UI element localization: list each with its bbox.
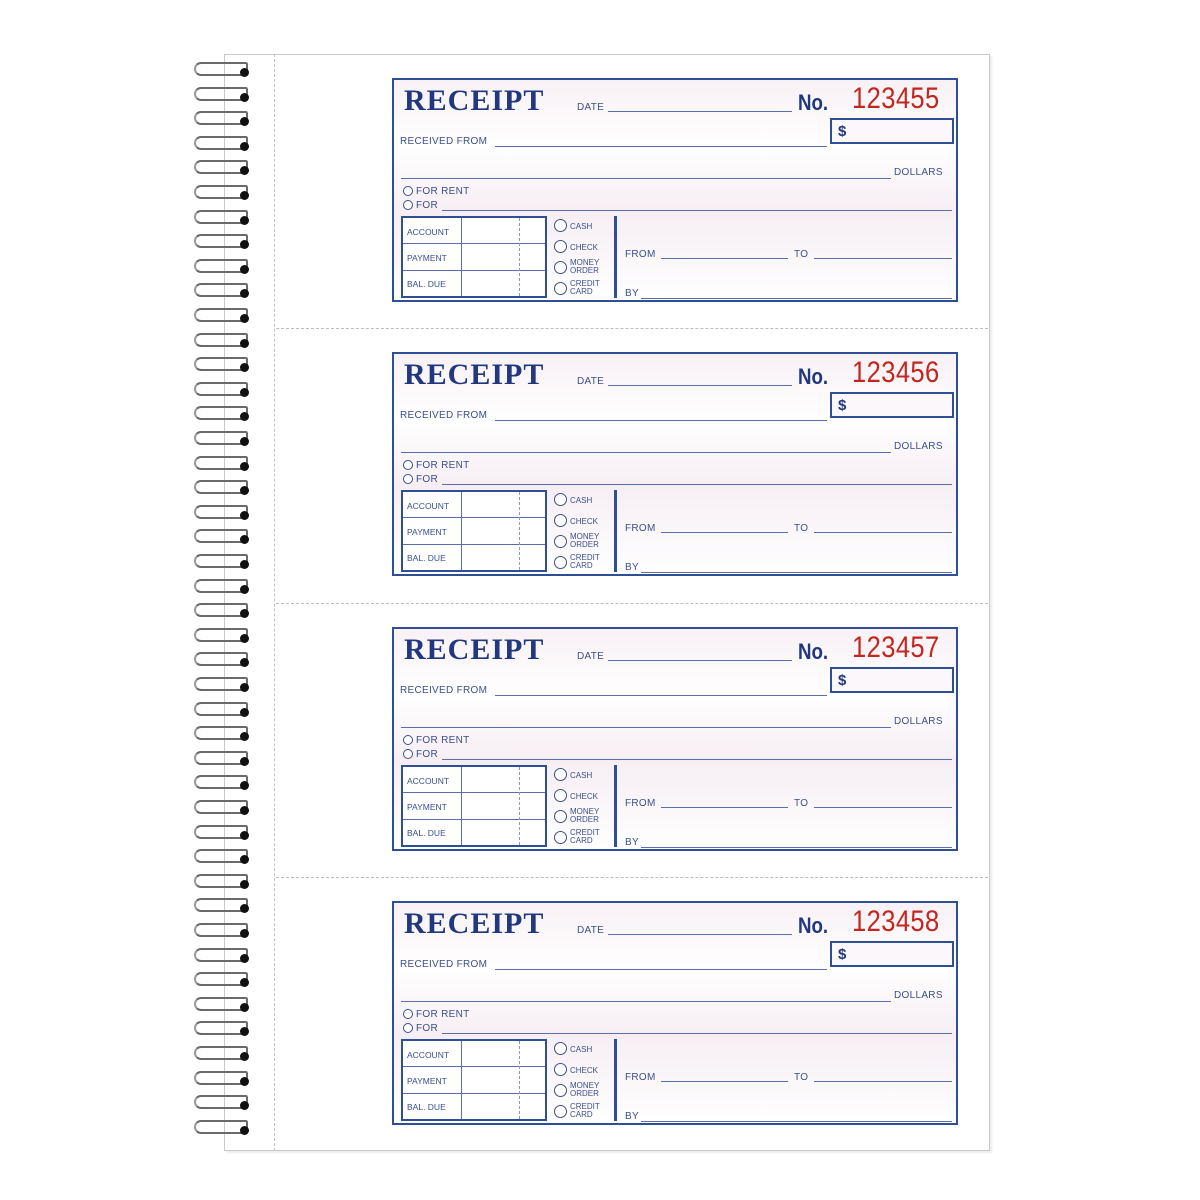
for-rent-label: FOR RENT <box>416 460 470 471</box>
for-rent-radio[interactable] <box>403 186 413 196</box>
account-table <box>401 765 547 847</box>
money-order-radio[interactable] <box>554 1084 567 1097</box>
dollars-label: DOLLARS <box>894 716 943 727</box>
number-label: No. <box>798 90 829 115</box>
account-label: ACCOUNT <box>407 501 450 511</box>
perforation-line <box>276 603 988 604</box>
from-label: FROM <box>625 523 656 534</box>
binding-hole <box>240 560 249 569</box>
received-from-field[interactable] <box>495 969 827 970</box>
binding-hole <box>240 1077 249 1086</box>
stub-divider <box>274 54 275 1151</box>
binding-hole <box>240 166 249 175</box>
binding-hole <box>240 511 249 520</box>
credit-card-label: CREDIT <box>570 279 600 288</box>
for-label: FOR <box>416 749 439 760</box>
to-field[interactable] <box>814 532 952 533</box>
money-order-label: MONEY <box>570 532 600 541</box>
date-label: DATE <box>577 376 605 387</box>
dollars-label: DOLLARS <box>894 441 943 452</box>
by-label: BY <box>625 837 639 848</box>
received-from-label: RECEIVED FROM <box>400 410 488 421</box>
check-label: CHECK <box>570 1066 599 1075</box>
section-divider <box>614 765 617 847</box>
dollar-sign: $ <box>838 397 847 414</box>
by-label: BY <box>625 288 639 299</box>
binding-hole <box>240 683 249 692</box>
for-rent-label: FOR RENT <box>416 186 470 197</box>
received-from-field[interactable] <box>495 695 827 696</box>
for-label: FOR <box>416 1023 439 1034</box>
by-label: BY <box>625 1111 639 1122</box>
binding-hole <box>240 142 249 151</box>
section-divider <box>614 1039 617 1121</box>
cash-label: CASH <box>570 222 593 231</box>
check-radio[interactable] <box>554 514 567 527</box>
binding-hole <box>240 708 249 717</box>
for-label: FOR <box>416 474 439 485</box>
binding-hole <box>240 363 249 372</box>
from-field[interactable] <box>661 1081 788 1082</box>
amount-box[interactable] <box>830 118 954 144</box>
cash-radio[interactable] <box>554 1042 567 1055</box>
binding-hole <box>240 806 249 815</box>
credit-card-radio[interactable] <box>554 831 567 844</box>
from-field[interactable] <box>661 532 788 533</box>
money-order-label-2: ORDER <box>570 815 599 824</box>
to-field[interactable] <box>814 1081 952 1082</box>
by-field[interactable] <box>641 298 952 299</box>
cash-label: CASH <box>570 1045 593 1054</box>
for-rent-radio[interactable] <box>403 735 413 745</box>
dollars-label: DOLLARS <box>894 167 943 178</box>
binding-hole <box>240 855 249 864</box>
credit-card-radio[interactable] <box>554 282 567 295</box>
receipt-title: RECEIPT <box>404 84 545 117</box>
money-order-radio[interactable] <box>554 810 567 823</box>
spiral-binding-icon <box>190 62 260 1142</box>
perforation-line <box>276 328 988 329</box>
by-label: BY <box>625 562 639 573</box>
for-rent-label: FOR RENT <box>416 735 470 746</box>
to-field[interactable] <box>814 807 952 808</box>
binding-hole <box>240 535 249 544</box>
amount-box[interactable] <box>830 392 954 418</box>
dollar-sign: $ <box>838 672 847 689</box>
number-label: No. <box>798 364 829 389</box>
receipt-form <box>392 352 958 576</box>
check-label: CHECK <box>570 243 599 252</box>
date-field[interactable] <box>608 660 792 661</box>
for-label: FOR <box>416 200 439 211</box>
cash-radio[interactable] <box>554 493 567 506</box>
check-label: CHECK <box>570 792 599 801</box>
binding-hole <box>240 658 249 667</box>
money-order-label: MONEY <box>570 807 600 816</box>
received-from-label: RECEIVED FROM <box>400 959 488 970</box>
date-field[interactable] <box>608 934 792 935</box>
account-table <box>401 490 547 572</box>
binding-hole <box>240 757 249 766</box>
binding-hole <box>240 954 249 963</box>
for-rent-radio[interactable] <box>403 1009 413 1019</box>
to-label: TO <box>794 523 809 534</box>
binding-hole <box>240 412 249 421</box>
bal-due-label: BAL. DUE <box>407 279 446 289</box>
bal-due-label: BAL. DUE <box>407 828 446 838</box>
amount-box[interactable] <box>830 667 954 693</box>
perforation-line <box>276 877 988 878</box>
account-table <box>401 216 547 298</box>
for-radio[interactable] <box>403 200 413 210</box>
money-order-label-2: ORDER <box>570 540 599 549</box>
cash-radio[interactable] <box>554 219 567 232</box>
binding-hole <box>240 68 249 77</box>
credit-card-label: CREDIT <box>570 1102 600 1111</box>
cash-label: CASH <box>570 771 593 780</box>
binding-hole <box>240 314 249 323</box>
binding-hole <box>240 1126 249 1135</box>
binding-hole <box>240 240 249 249</box>
by-field[interactable] <box>641 572 952 573</box>
dollars-field[interactable] <box>401 727 891 728</box>
money-order-label-2: ORDER <box>570 1089 599 1098</box>
to-label: TO <box>794 798 809 809</box>
credit-card-label-2: CARD <box>570 561 593 570</box>
check-radio[interactable] <box>554 240 567 253</box>
credit-card-label: CREDIT <box>570 828 600 837</box>
binding-hole <box>240 388 249 397</box>
cash-radio[interactable] <box>554 768 567 781</box>
date-field[interactable] <box>608 111 792 112</box>
payment-label: PAYMENT <box>407 527 447 537</box>
dollars-field[interactable] <box>401 178 891 179</box>
amount-box[interactable] <box>830 941 954 967</box>
receipt-number: 123457 <box>852 631 940 664</box>
account-label: ACCOUNT <box>407 1050 450 1060</box>
for-rent-radio[interactable] <box>403 460 413 470</box>
receipt-number: 123456 <box>852 356 940 389</box>
dollars-field[interactable] <box>401 1001 891 1002</box>
binding-hole <box>240 880 249 889</box>
for-field[interactable] <box>442 759 952 760</box>
credit-card-label-2: CARD <box>570 1110 593 1119</box>
money-order-radio[interactable] <box>554 261 567 274</box>
binding-hole <box>240 904 249 913</box>
received-from-label: RECEIVED FROM <box>400 136 488 147</box>
binding-hole <box>240 462 249 471</box>
received-from-field[interactable] <box>495 420 827 421</box>
money-order-label-2: ORDER <box>570 266 599 275</box>
account-label: ACCOUNT <box>407 227 450 237</box>
date-label: DATE <box>577 651 605 662</box>
dollars-label: DOLLARS <box>894 990 943 1001</box>
by-field[interactable] <box>641 1121 952 1122</box>
credit-card-radio[interactable] <box>554 556 567 569</box>
dollar-sign: $ <box>838 946 847 963</box>
money-order-label: MONEY <box>570 258 600 267</box>
by-field[interactable] <box>641 847 952 848</box>
date-label: DATE <box>577 102 605 113</box>
date-field[interactable] <box>608 385 792 386</box>
account-label: ACCOUNT <box>407 776 450 786</box>
credit-card-label: CREDIT <box>570 553 600 562</box>
binding-hole <box>240 93 249 102</box>
check-radio[interactable] <box>554 1063 567 1076</box>
section-divider <box>614 490 617 572</box>
payment-label: PAYMENT <box>407 802 447 812</box>
receipt-title: RECEIPT <box>404 907 545 940</box>
check-label: CHECK <box>570 517 599 526</box>
receipt-form <box>392 627 958 851</box>
binding-hole <box>240 781 249 790</box>
from-field[interactable] <box>661 807 788 808</box>
binding-hole <box>240 978 249 987</box>
binding-hole <box>240 831 249 840</box>
to-label: TO <box>794 249 809 260</box>
binding-hole <box>240 732 249 741</box>
money-order-label: MONEY <box>570 1081 600 1090</box>
from-label: FROM <box>625 798 656 809</box>
binding-hole <box>240 289 249 298</box>
for-radio[interactable] <box>403 474 413 484</box>
receipt-title: RECEIPT <box>404 358 545 391</box>
binding-hole <box>240 339 249 348</box>
binding-hole <box>240 216 249 225</box>
binding-hole <box>240 634 249 643</box>
binding-hole <box>240 191 249 200</box>
receipt-title: RECEIPT <box>404 633 545 666</box>
bal-due-label: BAL. DUE <box>407 1102 446 1112</box>
received-from-label: RECEIVED FROM <box>400 685 488 696</box>
payment-label: PAYMENT <box>407 253 447 263</box>
from-label: FROM <box>625 1072 656 1083</box>
receipt-form <box>392 78 958 302</box>
receipt-number: 123458 <box>852 905 940 938</box>
binding-hole <box>240 1101 249 1110</box>
to-field[interactable] <box>814 258 952 259</box>
binding-hole <box>240 609 249 618</box>
dollar-sign: $ <box>838 123 847 140</box>
dollars-field[interactable] <box>401 452 891 453</box>
binding-hole <box>240 117 249 126</box>
account-table <box>401 1039 547 1121</box>
number-label: No. <box>798 913 829 938</box>
for-rent-label: FOR RENT <box>416 1009 470 1020</box>
date-label: DATE <box>577 925 605 936</box>
number-label: No. <box>798 639 829 664</box>
for-field[interactable] <box>442 484 952 485</box>
binding-hole <box>240 1027 249 1036</box>
from-label: FROM <box>625 249 656 260</box>
for-radio[interactable] <box>403 1023 413 1033</box>
to-label: TO <box>794 1072 809 1083</box>
received-from-field[interactable] <box>495 146 827 147</box>
for-field[interactable] <box>442 1033 952 1034</box>
receipt-number: 123455 <box>852 82 940 115</box>
binding-hole <box>240 585 249 594</box>
binding-hole <box>240 265 249 274</box>
check-radio[interactable] <box>554 789 567 802</box>
credit-card-label-2: CARD <box>570 836 593 845</box>
from-field[interactable] <box>661 258 788 259</box>
section-divider <box>614 216 617 298</box>
payment-label: PAYMENT <box>407 1076 447 1086</box>
money-order-radio[interactable] <box>554 535 567 548</box>
credit-card-radio[interactable] <box>554 1105 567 1118</box>
binding-hole <box>240 1052 249 1061</box>
credit-card-label-2: CARD <box>570 287 593 296</box>
binding-hole <box>240 929 249 938</box>
binding-hole <box>240 1003 249 1012</box>
receipt-form <box>392 901 958 1125</box>
bal-due-label: BAL. DUE <box>407 553 446 563</box>
for-field[interactable] <box>442 210 952 211</box>
binding-hole <box>240 437 249 446</box>
for-radio[interactable] <box>403 749 413 759</box>
cash-label: CASH <box>570 496 593 505</box>
binding-hole <box>240 486 249 495</box>
